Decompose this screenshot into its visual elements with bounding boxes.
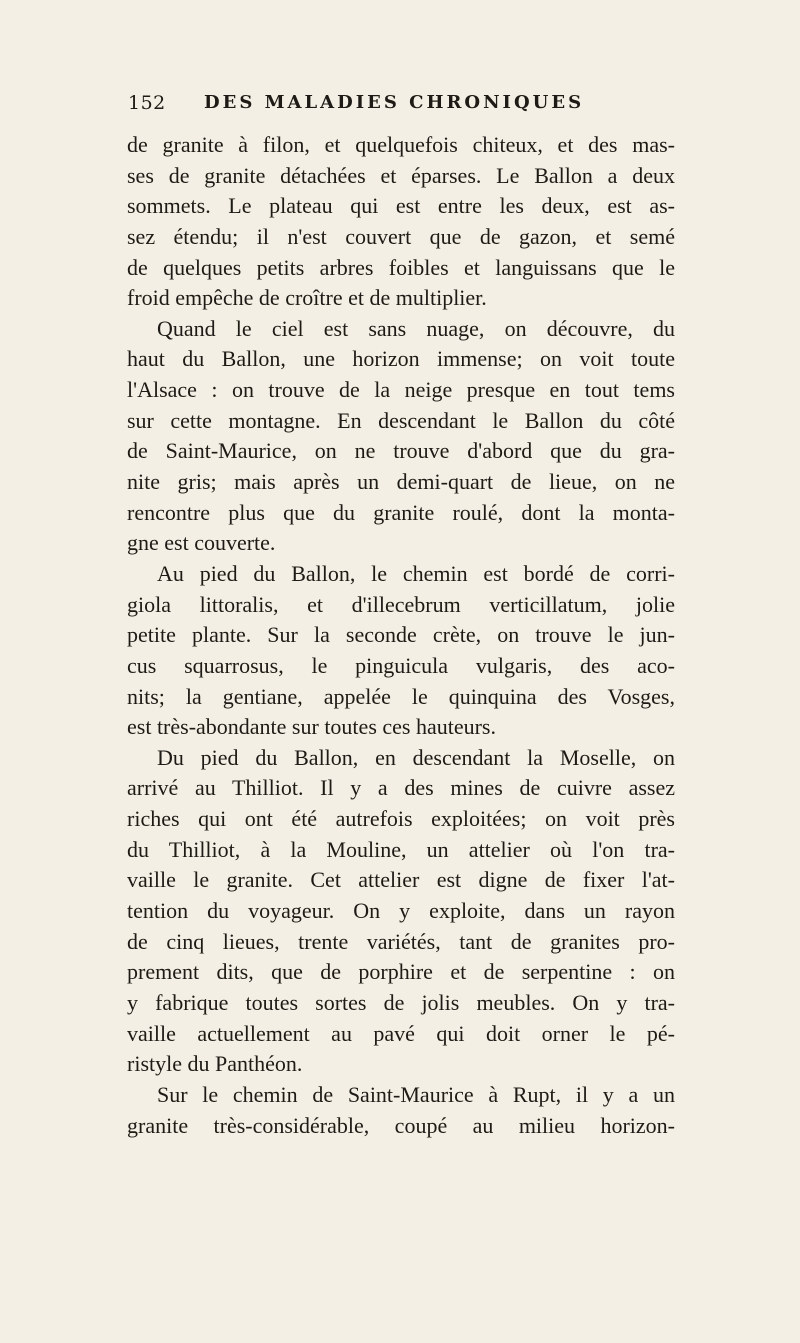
- text-line: ristyle du Panthéon.: [127, 1051, 303, 1077]
- text-line: Sur le chemin de Saint-Maurice à Rupt, il y a un: [157, 1081, 675, 1107]
- text-line: du Thilliot, à la Mouline, un attelier où l'on tra-: [127, 836, 675, 862]
- text-line: sur cette montagne. En descendant le Ballon du côté: [127, 407, 675, 433]
- text-line: petite plante. Sur la seconde crète, on trouve le jun-: [127, 622, 675, 648]
- text-line: sommets. Le plateau qui est entre les deux, est as-: [127, 193, 675, 219]
- text-line: froid empêche de croître et de multiplier.: [127, 285, 487, 311]
- text-line: Du pied du Ballon, en descendant la Moselle, on: [157, 744, 675, 770]
- text-line: tention du voyageur. On y exploite, dans un rayon: [127, 898, 675, 924]
- body-text: [127, 130, 675, 1141]
- text-line: nits; la gentiane, appelée le quinquina des Vosges,: [127, 683, 675, 709]
- text-line: ses de granite détachées et éparses. Le Ballon a deux: [127, 162, 675, 188]
- text-line: haut du Ballon, une horizon immense; on voit toute: [127, 346, 675, 372]
- text-line: de Saint-Maurice, on ne trouve d'abord que du gra-: [127, 438, 675, 464]
- text-line: de quelques petits arbres foibles et languissans que le: [127, 254, 675, 280]
- text-line: vaille le granite. Cet attelier est digne de fixer l'at-: [127, 867, 675, 893]
- text-line: de granite à filon, et quelquefois chiteux, et des mas-: [127, 132, 675, 157]
- page-number: 152: [128, 92, 166, 114]
- text-line: y fabrique toutes sortes de jolis meubles. On y tra-: [127, 989, 675, 1015]
- text-line: granite très-considérable, coupé au milieu horizon-: [127, 1112, 675, 1138]
- text-line: prement dits, que de porphire et de serpentine : on: [127, 959, 675, 985]
- text-line: cus squarrosus, le pinguicula vulgaris, des aco-: [127, 652, 675, 678]
- text-line: gne est couverte.: [127, 530, 276, 556]
- running-title: DES MALADIES CHRONIQUES: [204, 92, 585, 113]
- text-line: l'Alsace : on trouve de la neige presque en tout tems: [127, 377, 675, 403]
- text-line: est très-abondante sur toutes ces hauteurs.: [127, 714, 496, 740]
- text-line: de cinq lieues, trente variétés, tant de granites pro-: [127, 928, 675, 954]
- text-line: arrivé au Thilliot. Il y a des mines de cuivre assez: [127, 775, 675, 801]
- text-line: Au pied du Ballon, le chemin est bordé de corri-: [157, 560, 675, 586]
- text-line: nite gris; mais après un demi-quart de lieue, on ne: [127, 469, 675, 495]
- text-line: riches qui ont été autrefois exploitées; on voit près: [127, 806, 675, 832]
- text-line: giola littoralis, et d'illecebrum verticillatum, jolie: [127, 591, 675, 617]
- text-line: rencontre plus que du granite roulé, dont la monta-: [127, 499, 675, 525]
- text-line: Quand le ciel est sans nuage, on découvre, du: [157, 315, 675, 341]
- text-line: vaille actuellement au pavé qui doit orner le pé-: [127, 1020, 675, 1046]
- running-head: [128, 92, 668, 120]
- text-line: sez étendu; il n'est couvert que de gazon, et semé: [127, 223, 675, 249]
